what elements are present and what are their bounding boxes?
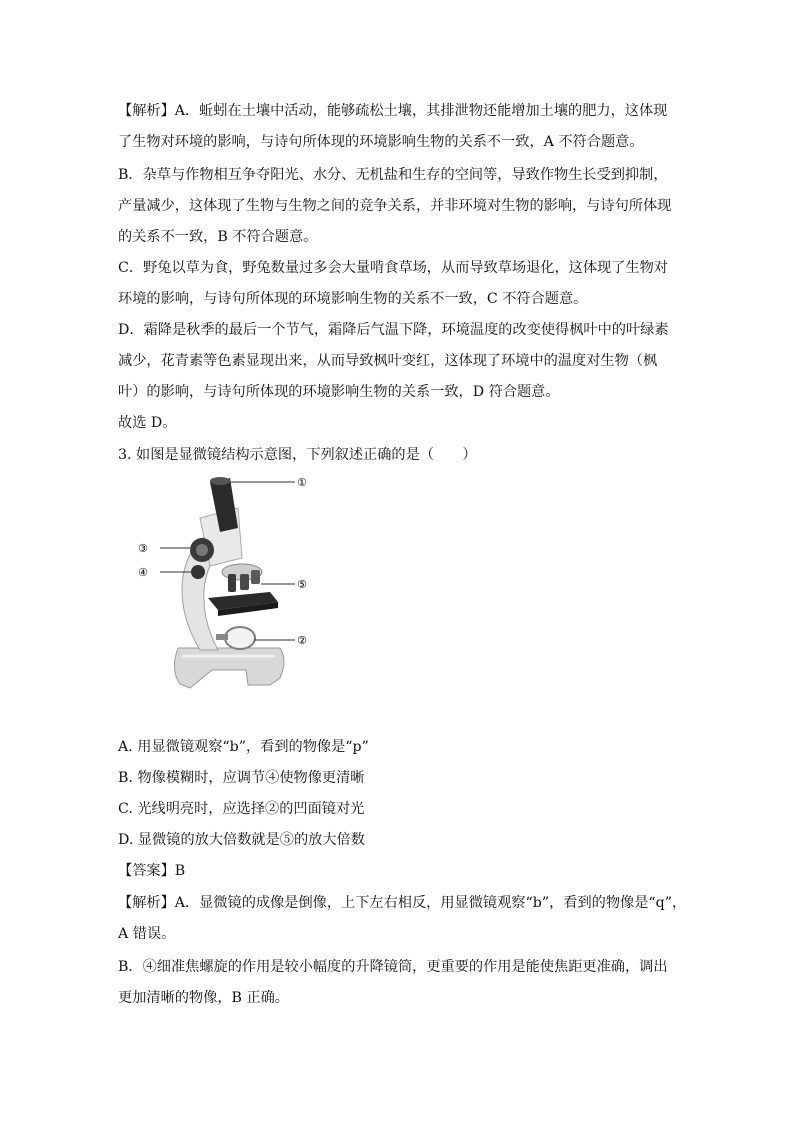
text-line: B．杂草与作物相互争夺阳光、水分、无机盐和生存的空间等，导致作物生长受到抑制， bbox=[118, 167, 668, 183]
label-2: ② bbox=[297, 634, 307, 647]
text-line: 的关系不一致，B 不符合题意。 bbox=[118, 229, 318, 245]
mirror-shape bbox=[225, 627, 255, 649]
text-line: 【解析】A．蚯蚓在土壤中活动，能够疏松土壤，其排泄物还能增加土壤的肥力，这体现 bbox=[118, 103, 668, 119]
option-c: C. 光线明亮时，应选择②的凹面镜对光 bbox=[118, 801, 365, 817]
label-1: ① bbox=[297, 476, 307, 489]
mirror-mount bbox=[216, 634, 228, 640]
text-line: D．霜降是秋季的最后一个节气，霜降后气温下降，环境温度的改变使得枫叶中的叶绿素 bbox=[118, 322, 669, 338]
text-line: 了生物对环境的影响，与诗句所体现的环境影响生物的关系不一致，A 不符合题意。 bbox=[118, 134, 644, 150]
text-line: 产量减少，这体现了生物与生物之间的竞争关系，并非环境对生物的影响，与诗句所体现 bbox=[118, 198, 672, 214]
question-stem: 3. 如图是显微镜结构示意图，下列叙述正确的是（ ） bbox=[118, 447, 477, 463]
objective-lens-2 bbox=[240, 574, 249, 590]
analysis-line: B．④细准焦螺旋的作用是较小幅度的升降镜筒，更重要的作用是能使焦距更准确，调出 bbox=[118, 959, 668, 975]
base-shape bbox=[174, 648, 284, 688]
text-line: 叶）的影响，与诗句所体现的环境影响生物的关系一致，D 符合题意。 bbox=[118, 384, 560, 400]
option-d: D. 显微镜的放大倍数就是⑤的放大倍数 bbox=[118, 832, 365, 848]
text-line: 故选 D。 bbox=[118, 415, 177, 431]
microscope-diagram bbox=[130, 470, 330, 695]
text-line: 环境的影响，与诗句所体现的环境影响生物的关系不一致，C 不符合题意。 bbox=[118, 291, 588, 307]
fine-focus-knob-shape bbox=[191, 565, 205, 579]
label-3: ③ bbox=[138, 542, 148, 555]
label-5: ⑤ bbox=[297, 578, 307, 591]
option-a: A. 用显微镜观察“b”，看到的物像是“p” bbox=[118, 739, 369, 755]
option-b: B. 物像模糊时，应调节④使物像更清晰 bbox=[118, 770, 365, 786]
analysis-line: 更加清晰的物像，B 正确。 bbox=[118, 990, 289, 1006]
analysis-line: 【解析】A．显微镜的成像是倒像，上下左右相反，用显微镜观察“b”，看到的物像是“q”， bbox=[118, 895, 687, 911]
coarse-focus-knob-center bbox=[196, 544, 208, 556]
analysis-line: A 错误。 bbox=[118, 926, 176, 942]
label-4: ④ bbox=[138, 566, 148, 579]
objective-lens-1 bbox=[228, 574, 236, 592]
text-line: C．野兔以草为食，野兔数量过多会大量啃食草场，从而导致草场退化，这体现了生物对 bbox=[118, 260, 668, 276]
objective-lens-3 bbox=[251, 570, 260, 584]
answer-line: 【答案】B bbox=[118, 863, 186, 879]
text-line: 减少，花青素等色素显现出来，从而导致枫叶变红，这体现了环境中的温度对生物（枫 bbox=[118, 353, 658, 369]
eyepiece-top bbox=[210, 477, 230, 485]
